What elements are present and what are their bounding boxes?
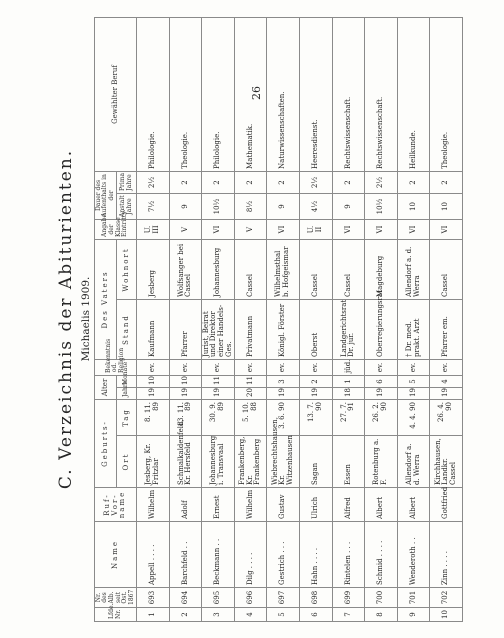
table-row	[137, 17, 170, 621]
cell-klasse: VI	[267, 219, 300, 239]
cell-jahre: 19	[267, 388, 300, 400]
cell-wohnort: Jesberg	[137, 239, 170, 299]
cell-klasse: U. III	[137, 219, 170, 239]
abiturienten-table	[94, 17, 463, 622]
cell-tag: 5. 10. 88	[234, 400, 267, 436]
table-row	[267, 17, 300, 621]
cell-stand: Oberst	[299, 299, 332, 359]
cell-album: 698	[299, 588, 332, 608]
header-geburt: Geburts-	[95, 400, 117, 488]
cell-wohnort: Johannesburg	[202, 239, 235, 299]
header-jahre: Jahre	[117, 388, 137, 400]
cell-tag: 8. 11. 89	[137, 400, 170, 436]
cell-rufname: Wilhelm	[234, 488, 267, 522]
cell-prima: 2½	[137, 171, 170, 193]
cell-monate: 11	[234, 375, 267, 387]
cell-stand: † Dr. med. prakt. Arzt	[397, 299, 430, 359]
table-row	[169, 17, 202, 621]
cell-name: Appell . . . .	[137, 522, 170, 588]
cell-monate: 10	[137, 375, 170, 387]
header-bekenntnis: Bekenntnis od. Religion	[95, 359, 137, 375]
cell-stand: Privatmann	[234, 299, 267, 359]
cell-anstalt: 8½	[234, 193, 267, 219]
cell-klasse: VI	[202, 219, 235, 239]
cell-ort: Wiebrechtshausen, Kr. Witzenhausen	[267, 436, 300, 488]
cell-religion: ev.	[202, 359, 235, 375]
cell-beruf: Rechtswissenschaft.	[365, 17, 398, 171]
cell-monate: 2	[299, 375, 332, 387]
cell-religion: ev.	[234, 359, 267, 375]
page-subtitle: Michaelis 1909.	[80, 276, 92, 362]
cell-klasse: V	[169, 219, 202, 239]
header-klasse: Angabe der Klasse Eintritts-	[95, 219, 137, 239]
header-vaters: Des Vaters	[95, 239, 117, 359]
cell-prima: 2	[332, 171, 365, 193]
cell-name: Dilg . . . .	[234, 522, 267, 588]
cell-nr: 4	[234, 608, 267, 622]
cell-album: 695	[202, 588, 235, 608]
table-row	[332, 17, 365, 621]
cell-beruf: Theologie.	[169, 17, 202, 171]
cell-name: Rintelen . . .	[332, 522, 365, 588]
cell-prima: 2	[202, 171, 235, 193]
cell-rufname: Gustav	[267, 488, 300, 522]
cell-nr: 1	[137, 608, 170, 622]
cell-ort: Sagan	[299, 436, 332, 488]
cell-nr: 6	[299, 608, 332, 622]
cell-name: Wenderoth . .	[397, 522, 430, 588]
cell-album: 701	[397, 588, 430, 608]
cell-anstalt: 10½	[365, 193, 398, 219]
cell-wohnort: Cassel	[299, 239, 332, 299]
cell-religion: ev.	[365, 359, 398, 375]
cell-jahre: 19	[169, 388, 202, 400]
cell-prima: 2	[397, 171, 430, 193]
cell-ort: Jesberg, Kr. Fritzlar	[137, 436, 170, 488]
header-prima-unit: Jahre	[125, 174, 133, 191]
cell-nr: 8	[365, 608, 398, 622]
cell-klasse: VI	[365, 219, 398, 239]
cell-anstalt: 9	[332, 193, 365, 219]
cell-klasse: VI	[332, 219, 365, 239]
cell-anstalt: 7½	[137, 193, 170, 219]
cell-stand: Pfarrer	[169, 299, 202, 359]
header-dauer: Dauer des Aufenthalts in der	[95, 171, 117, 219]
cell-wohnort: Allendorf a. d. Werra	[397, 239, 430, 299]
header-anstalt-unit: Jahre	[125, 198, 133, 215]
cell-rufname: Adolf	[169, 488, 202, 522]
cell-prima: 2½	[299, 171, 332, 193]
cell-rufname: Alfred	[332, 488, 365, 522]
cell-jahre: 19	[430, 388, 463, 400]
cell-monate: 4	[430, 375, 463, 387]
cell-prima: 2½	[365, 171, 398, 193]
cell-prima: 2	[267, 171, 300, 193]
cell-jahre: 19	[397, 388, 430, 400]
cell-anstalt: 9	[169, 193, 202, 219]
cell-religion: ev.	[397, 359, 430, 375]
cell-nr: 5	[267, 608, 300, 622]
cell-stand: Landgerichtsrat Dr. jur.	[332, 299, 365, 359]
header-album-nr: Nr. des Alb. seit Ost. 1867	[95, 588, 137, 608]
cell-album: 702	[430, 588, 463, 608]
header-prima	[117, 171, 137, 193]
cell-wohnort: Magdeburg	[365, 239, 398, 299]
cell-name: Schmid . . . .	[365, 522, 398, 588]
cell-ort: Schmalkaldenfeld, Kr. Hersfeld	[169, 436, 202, 488]
header-prima-label: Prima	[118, 172, 126, 191]
cell-name: Gestrich . . .	[267, 522, 300, 588]
cell-album: 693	[137, 588, 170, 608]
header-alter: Alter	[95, 375, 117, 399]
cell-anstalt: 9	[267, 193, 300, 219]
table-row	[430, 17, 463, 621]
cell-anstalt: 10	[397, 193, 430, 219]
cell-monate: 5	[397, 375, 430, 387]
cell-tag: 27. 7. 91	[332, 400, 365, 436]
cell-beruf: Heeresdienst.	[299, 17, 332, 171]
header-stand: Stand	[117, 299, 137, 359]
cell-monate: 10	[169, 375, 202, 387]
header-rufname: Ruf- Vor- name	[95, 488, 137, 522]
table-row	[234, 17, 267, 621]
cell-rufname: Albert	[397, 488, 430, 522]
cell-name: Barchfeld . .	[169, 522, 202, 588]
cell-name: Zinn . . . .	[430, 522, 463, 588]
cell-klasse: U. II	[299, 219, 332, 239]
table-row	[397, 17, 430, 621]
cell-name: Beckmann . .	[202, 522, 235, 588]
cell-nr: 9	[397, 608, 430, 622]
cell-stand: Kaufmann	[137, 299, 170, 359]
header-tag: Tag	[117, 400, 137, 436]
cell-stand: Königl. Förster	[267, 299, 300, 359]
cell-tag: 3. 6. 90	[267, 400, 300, 436]
cell-ort: Essen	[332, 436, 365, 488]
cell-ort: Frankenberg, Kr. Frankenberg	[234, 436, 267, 488]
cell-nr: 10	[430, 608, 463, 622]
cell-stand: Pfarrer em.	[430, 299, 463, 359]
table-row	[299, 17, 332, 621]
cell-klasse: VI	[430, 219, 463, 239]
cell-monate: 6	[365, 375, 398, 387]
header-lfd-nr: Lfde. Nr.	[95, 608, 137, 622]
cell-album: 699	[332, 588, 365, 608]
cell-monate: 1	[332, 375, 365, 387]
cell-religion: ev.	[430, 359, 463, 375]
cell-monate: 3	[267, 375, 300, 387]
table-row	[202, 17, 235, 621]
cell-anstalt: 10	[430, 193, 463, 219]
cell-tag: 13. 7. 90	[299, 400, 332, 436]
table-row	[365, 17, 398, 621]
header-name: Name	[95, 522, 137, 588]
cell-tag: 13. 11. 89	[169, 400, 202, 436]
cell-name: Hahn . . . .	[299, 522, 332, 588]
cell-album: 694	[169, 588, 202, 608]
cell-religion: ev.	[169, 359, 202, 375]
cell-jahre: 19	[202, 388, 235, 400]
cell-wohnort: Cassel	[234, 239, 267, 299]
header-anstalt-label: Anstalt	[118, 195, 126, 217]
cell-album: 696	[234, 588, 267, 608]
cell-beruf: Philologie.	[137, 17, 170, 171]
cell-prima: 2	[169, 171, 202, 193]
cell-religion: ev.	[267, 359, 300, 375]
page-number: 26	[250, 86, 263, 100]
cell-tag: 30. 9. 89	[202, 400, 235, 436]
cell-beruf: Naturwissenschaften.	[267, 17, 300, 171]
cell-prima: 2	[234, 171, 267, 193]
cell-tag: 4. 4. 90	[397, 400, 430, 436]
cell-jahre: 20	[234, 388, 267, 400]
cell-beruf: Rechtswissenschaft.	[332, 17, 365, 171]
header-monate: Monate	[117, 375, 137, 387]
cell-jahre: 19	[365, 388, 398, 400]
cell-album: 697	[267, 588, 300, 608]
cell-rufname: Wilhelm	[137, 488, 170, 522]
cell-prima: 2	[430, 171, 463, 193]
cell-ort: Rotenburg a. F.	[365, 436, 398, 488]
cell-anstalt: 4½	[299, 193, 332, 219]
cell-rufname: Ulrich	[299, 488, 332, 522]
cell-wohnort: Cassel	[332, 239, 365, 299]
cell-wohnort: Wilhelmsthal b. Hofgeismar	[267, 239, 300, 299]
cell-beruf: Mathematik.	[234, 17, 267, 171]
cell-klasse: V	[234, 219, 267, 239]
cell-religion: ev.	[299, 359, 332, 375]
cell-tag: 26. 4. 90	[430, 400, 463, 436]
cell-album: 700	[365, 588, 398, 608]
cell-beruf: Theologie.	[430, 17, 463, 171]
cell-anstalt: 10½	[202, 193, 235, 219]
cell-tag: 26. 2. 90	[365, 400, 398, 436]
header-ort: Ort	[117, 436, 137, 488]
cell-stand: Oberregierungsrat	[365, 299, 398, 359]
cell-rufname: Albert	[365, 488, 398, 522]
cell-ort: Kirchhausen, Landkr. Cassel	[430, 436, 463, 488]
page-title: C. Verzeichnis der Abiturienten.	[56, 148, 76, 490]
cell-nr: 7	[332, 608, 365, 622]
cell-ort: Allendorf a. d. Werra	[397, 436, 430, 488]
cell-jahre: 19	[299, 388, 332, 400]
header-beruf: Gewählter Beruf	[95, 17, 137, 171]
cell-jahre: 19	[137, 388, 170, 400]
cell-rufname: Gottfried	[430, 488, 463, 522]
cell-nr: 2	[169, 608, 202, 622]
cell-wohnort: Cassel	[430, 239, 463, 299]
cell-jahre: 18	[332, 388, 365, 400]
cell-rufname: Ernest	[202, 488, 235, 522]
cell-wohnort: Wolfsanger bei Cassel	[169, 239, 202, 299]
header-wohnort: Wohnort	[117, 239, 137, 299]
cell-nr: 3	[202, 608, 235, 622]
cell-stand: Jurist, Beirat und Direktor einer Handels-Ges.	[202, 299, 235, 359]
cell-religion: ev.	[137, 359, 170, 375]
cell-religion: jüd.	[332, 359, 365, 375]
cell-beruf: Heilkunde.	[397, 17, 430, 171]
cell-monate: 11	[202, 375, 235, 387]
cell-ort: Johannesburg i. Transvaal	[202, 436, 235, 488]
cell-beruf: Philologie.	[202, 17, 235, 171]
cell-klasse: VI	[397, 219, 430, 239]
